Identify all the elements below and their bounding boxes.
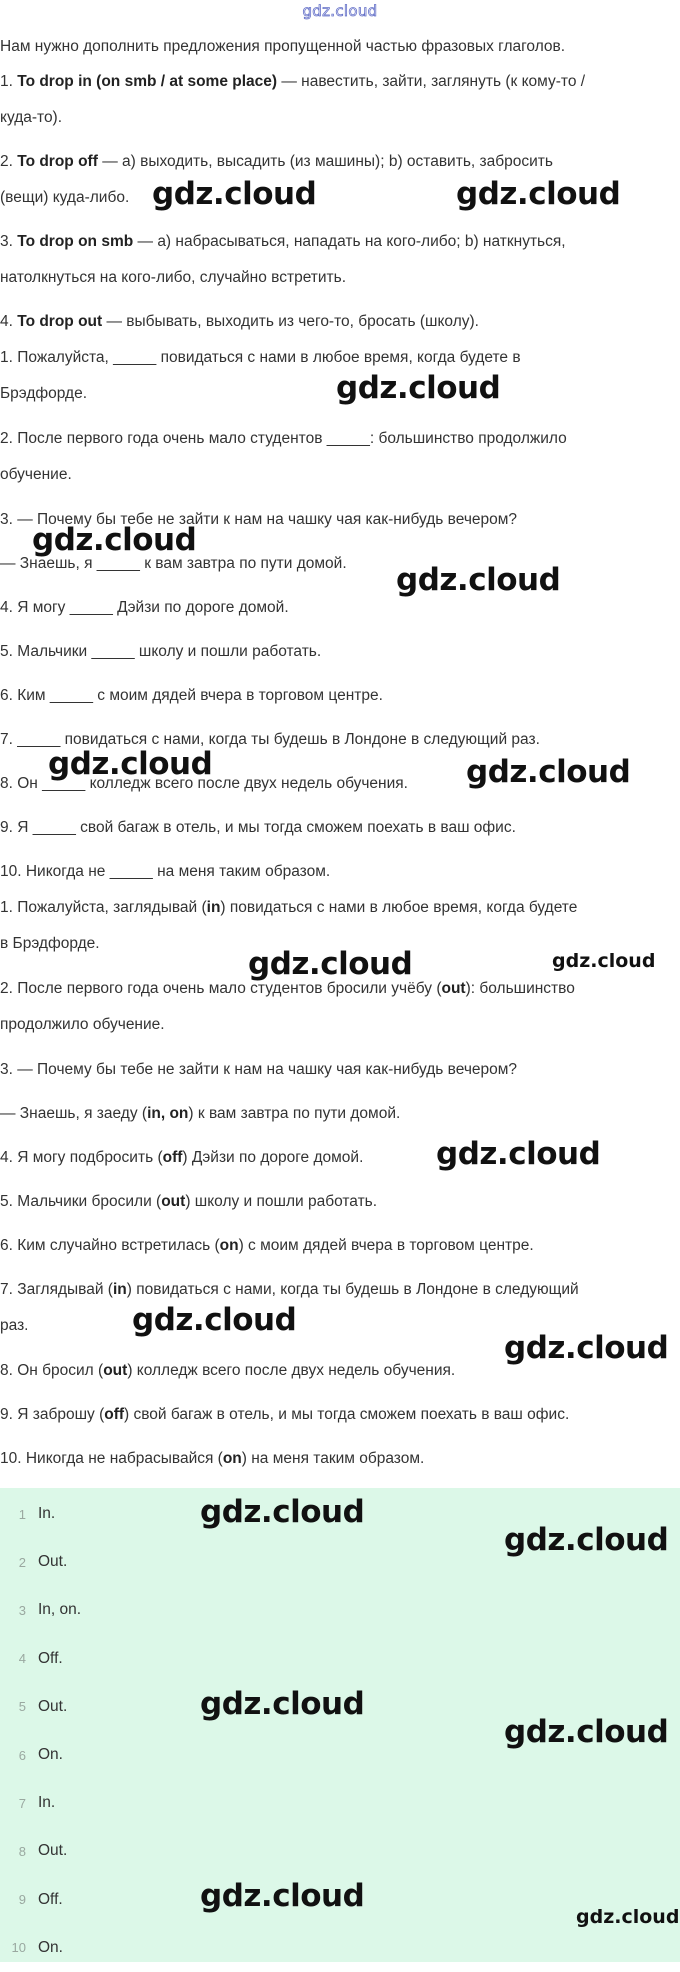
watermark: gdz.cloud [248, 946, 413, 982]
answer-row: 9 Off. [18, 1890, 63, 1908]
site-logo[interactable]: gdz.cloud [302, 2, 378, 20]
filled-item: — Знаешь, я заеду (in, on) к вам завтра по пути домой. [0, 1105, 401, 1122]
filled-item: 4. Я могу подбросить (off) Дэйзи по дороге домой. [0, 1149, 364, 1166]
answer-row: 6 On. [18, 1746, 63, 1764]
filled-item: 10. Никогда не набрасывайся (on) на меня таким образом. [0, 1450, 425, 1467]
watermark: gdz.cloud [504, 1522, 669, 1558]
filled-item: 2. После первого года очень мало студентов бросили учёбу (out): большинство [0, 980, 575, 997]
definition-2: 2. To drop off — a) выходить, высадить (из машины); b) оставить, забросить (вещи) куда-либо. [0, 153, 553, 206]
watermark: gdz.cloud [152, 176, 317, 212]
watermark: gdz.cloud [200, 1686, 365, 1722]
filled-item: 9. Я заброшу (off) свой багаж в отель, и мы тогда сможем поехать в ваш офис. [0, 1406, 570, 1423]
exercise-item: 9. Я _____ свой багаж в отель, и мы тогда сможем поехать в ваш офис. [0, 819, 516, 836]
intro-text: Нам нужно дополнить предложения пропущенной частью фразовых глаголов. [0, 38, 566, 55]
definition-1: 1. To drop in (on smb / at some place) — навестить, зайти, заглянуть (к кому-то / куда-то). [0, 73, 586, 126]
answer-row: 3 In, on. [18, 1601, 82, 1619]
exercise-item: 5. Мальчики _____ школу и пошли работать. [0, 643, 322, 660]
watermark: gdz.cloud [48, 746, 213, 782]
exercise-item: 3. — Почему бы тебе не зайти к нам на чашку чая как-нибудь вечером? [0, 511, 518, 528]
term: To drop out [17, 313, 103, 330]
answer-row: 7 In. [18, 1794, 56, 1812]
watermark: gdz.cloud [132, 1302, 297, 1338]
answer-row: 5 Out. [18, 1697, 68, 1715]
watermark: gdz.cloud [200, 1494, 365, 1530]
exercise-item: 8. Он _____ колледж всего после двух недель обучения. [0, 775, 408, 792]
filled-item: 7. Заглядывай (in) повидаться с нами, когда ты будешь в Лондоне в следующий [0, 1281, 579, 1298]
term: To drop in (on smb / at some place) [17, 73, 278, 90]
watermark: gdz.cloud [466, 754, 631, 790]
term: To drop on smb [17, 233, 134, 250]
filled-item: 5. Мальчики бросили (out) школу и пошли работать. [0, 1193, 378, 1210]
exercise-item: 4. Я могу _____ Дэйзи по дороге домой. [0, 599, 289, 616]
answer-row: 1 In. [18, 1505, 56, 1523]
answer-row: 10 On. [11, 1938, 63, 1956]
definition-4: 4. To drop out — выбывать, выходить из чего-то, бросать (школу). [0, 313, 479, 330]
answer-row: 4 Off. [18, 1649, 63, 1667]
exercise-item: 7. _____ повидаться с нами, когда ты будешь в Лондоне в следующий раз. [0, 731, 540, 748]
watermark: gdz.cloud [504, 1330, 669, 1366]
filled-item: 1. Пожалуйста, заглядывай (in) повидаться с нами в любое время, когда будете [0, 899, 578, 916]
exercise-item: 1. Пожалуйста, _____ повидаться с нами в любое время, когда будете в [0, 349, 521, 366]
exercise-list: 1. Пожалуйста, _____ повидаться с нами в любое время, когда будете в Брэдфорде. 2. После первого года очень мало студентов _____: большинство продолжило обучение. 3. — Почему бы тебе не зайти к нам на чашку чая как-нибудь вечером? — Знаешь, я _____ к вам завтра по пути домой. 4. Я могу _____ Дэйзи по дороге домой. 5. Мальчики _____ школу и пошли работать. 6. Ким _____ с моим дядей вчера в торговом центре. 7. _____ повидаться с нами, когда ты будешь в Лондоне в следующий раз. 8. Он _____ колледж всего после двух недель обучения. 9. Я _____ свой багаж в отель, и мы тогда сможем поехать в ваш офис. 10. Никогда не _____ на меня таким образом. [0, 340, 680, 890]
site-header [0, 0, 680, 26]
watermark: gdz.cloud [436, 1136, 601, 1172]
filled-list: 1. Пожалуйста, заглядывай (in) повидаться с нами в любое время, когда будете в Брэдфорде. 2. После первого года очень мало студентов бросили учёбу (out): большинство продолжило обучение. 3. — Почему бы тебе не зайти к нам на чашку чая как-нибудь вечером? — Знаешь, я заеду (in, on) к вам завтра по пути домой. 4. Я могу подбросить (off) Дэйзи по дороге домой. 5. Мальчики бросили (out) школу и пошли работать. 6. Ким случайно встретилась (on) с моим дядей вчера в торговом центре. 7. Заглядывай (in) повидаться с нами, когда ты будешь в Лондоне в следующий раз. 8. Он бросил (out) колледж всего после двух недель обучения. 9. Я заброшу (off) свой багаж в отель, и мы тогда сможем поехать в ваш офис. 10. Никогда не набрасывайся (on) на меня таким образом. [0, 890, 680, 1477]
filled-item: 8. Он бросил (out) колледж всего после двух недель обучения. [0, 1362, 456, 1379]
exercise-item: 2. После первого года очень мало студентов _____: большинство продолжило [0, 430, 567, 447]
watermark: gdz.cloud [552, 950, 656, 972]
term: To drop off [17, 153, 98, 170]
watermark: gdz.cloud [576, 1906, 680, 1928]
watermark: gdz.cloud [32, 522, 197, 558]
answer-row: 8 Out. [18, 1842, 68, 1860]
watermark: gdz.cloud [336, 370, 501, 406]
filled-item: 6. Ким случайно встретилась (on) с моим дядей вчера в торговом центре. [0, 1237, 534, 1254]
filled-item: 3. — Почему бы тебе не зайти к нам на чашку чая как-нибудь вечером? [0, 1061, 518, 1078]
watermark: gdz.cloud [504, 1714, 669, 1750]
exercise-item: 6. Ким _____ с моим дядей вчера в торговом центре. [0, 687, 383, 704]
exercise-item: 10. Никогда не _____ на меня таким образом. [0, 863, 331, 880]
definition-3: 3. To drop on smb — a) набрасываться, нападать на кого-либо; b) наткнуться, натолкнуться на кого-либо, случайно встретить. [0, 233, 566, 286]
watermark: gdz.cloud [396, 562, 561, 598]
watermark: gdz.cloud [200, 1878, 365, 1914]
answer-row: 2 Out. [18, 1553, 68, 1571]
watermark: gdz.cloud [456, 176, 621, 212]
